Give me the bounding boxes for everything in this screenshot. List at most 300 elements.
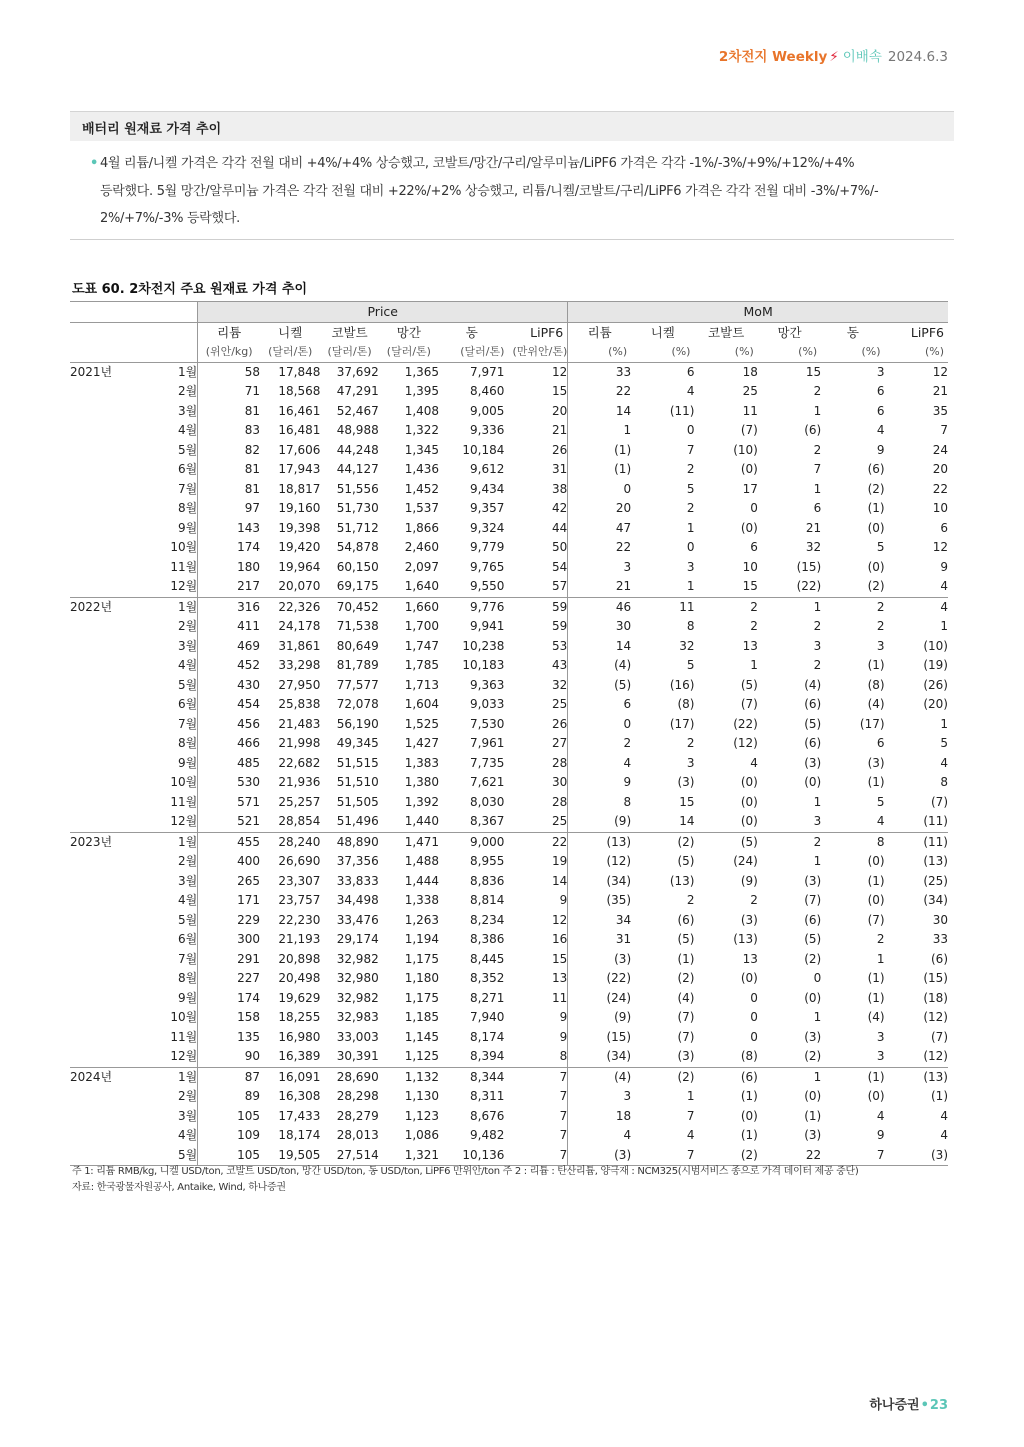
price-cell-lithium: 456	[198, 715, 260, 735]
month-cell: 9월	[177, 990, 198, 1005]
month-cell: 3월	[177, 873, 198, 888]
mom-cell-nickel: (8)	[677, 697, 695, 711]
mom-cell-cobalt: 10	[742, 559, 758, 574]
mom-cell-copper: (8)	[867, 677, 885, 692]
month-cell: 10월	[170, 540, 198, 554]
price-cell-lithium: 455	[198, 832, 260, 852]
price-cell-copper: 7,621	[470, 775, 505, 789]
price-cell-lithium: 485	[198, 754, 260, 774]
year-cell	[70, 441, 142, 461]
table-row	[70, 930, 948, 950]
price-cell-copper: 10,183	[462, 658, 505, 672]
mom-cell-cobalt: (0)	[740, 794, 758, 809]
mom-cell-manganese: 1	[813, 481, 822, 496]
price-cell-lithium: 143	[198, 519, 260, 539]
month-cell: 7월	[177, 481, 198, 496]
price-cell-lithium: 400	[198, 852, 260, 872]
mom-cell-copper: (1)	[867, 775, 885, 789]
price-cell-cobalt: 51,730	[336, 501, 379, 515]
section-header	[70, 111, 954, 141]
price-cell-lithium: 135	[198, 1028, 260, 1048]
year-cell	[70, 695, 142, 715]
figure-title: 도표 60. 2차전지 주요 원재료 가격 추이	[72, 282, 308, 297]
mom-cell-nickel: (4)	[677, 990, 695, 1005]
mom-cell-lipf6: (26)	[923, 677, 948, 692]
mom-cell-cobalt: 13	[742, 951, 758, 966]
mom-cell-nickel: (17)	[669, 716, 695, 731]
price-cell-nickel: 17,606	[278, 442, 321, 457]
table-row	[70, 812, 948, 832]
month-cell: 1월	[177, 364, 198, 379]
price-cell-nickel: 16,980	[278, 1029, 321, 1044]
year-cell	[70, 421, 142, 441]
mom-cell-nickel: 2	[686, 462, 695, 476]
price-cell-cobalt: 60,150	[336, 559, 379, 574]
price-group-header: Price	[198, 302, 568, 323]
price-cell-copper: 9,434	[470, 481, 505, 496]
table-row	[70, 1087, 948, 1107]
mom-cell-cobalt: 2	[694, 597, 757, 617]
price-cell-cobalt: 28,279	[336, 1108, 379, 1123]
price-cell-nickel: 18,255	[278, 1010, 321, 1024]
mom-cell-cobalt: (3)	[740, 912, 758, 927]
mom-cell-lithium: (24)	[568, 989, 631, 1009]
mom-cell-lipf6: 21	[932, 384, 948, 398]
table-row	[70, 676, 948, 696]
price-cell-nickel: 23,307	[278, 873, 321, 888]
price-cell-cobalt: 32,983	[336, 1010, 379, 1024]
mom-cell-lithium: (15)	[568, 1028, 631, 1048]
price-cell-manganese: 1,130	[404, 1089, 440, 1103]
table-row	[70, 989, 948, 1009]
price-cell-lipf6: 19	[551, 854, 568, 868]
table-row	[70, 402, 948, 422]
mom-cell-manganese: (6)	[804, 912, 822, 927]
year-cell	[70, 676, 142, 696]
price-cell-lipf6: 28	[551, 755, 568, 770]
summary-line: 4월 리튬/니켈 가격은 각각 전월 대비 +4%/+4% 상승했고, 코발트/망간/구리/알루미늄/LiPF6 가격은 각각 -1%/-3%/+9%/+12%/+4%	[100, 156, 855, 171]
mom-cell-cobalt: (1)	[740, 1089, 758, 1103]
price-cell-manganese: 1,180	[404, 971, 440, 985]
year-cell	[70, 460, 142, 480]
price-cell-nickel: 18,174	[278, 1128, 321, 1142]
lightning-bolt-icon: ⚡	[829, 49, 839, 65]
price-cell-manganese: 1,604	[404, 697, 440, 711]
price-cell-manganese: 1,321	[379, 1146, 439, 1166]
price-cell-cobalt: 49,345	[336, 736, 379, 750]
mom-cell-nickel: 0	[686, 540, 695, 554]
price-cell-copper: 8,676	[470, 1108, 505, 1123]
price-cell-nickel: 19,505	[260, 1146, 320, 1166]
price-cell-manganese: 1,660	[379, 597, 439, 617]
price-cell-lipf6: 13	[551, 971, 568, 985]
price-cell-manganese: 1,125	[404, 1049, 440, 1063]
unit-label: (%)	[758, 342, 821, 362]
price-cell-manganese: 1,185	[404, 1010, 440, 1024]
month-cell: 4월	[177, 893, 198, 907]
price-cell-copper: 8,836	[470, 873, 505, 888]
unit-label: (달러/톤)	[260, 342, 320, 362]
price-cell-nickel: 27,950	[278, 677, 321, 692]
mom-cell-lithium: 4	[568, 754, 631, 774]
price-cell-nickel: 18,817	[278, 481, 321, 496]
price-cell-cobalt: 29,174	[336, 932, 379, 946]
mom-cell-copper: 8	[821, 832, 884, 852]
price-cell-cobalt: 56,190	[336, 716, 379, 731]
table-row	[70, 519, 948, 539]
price-cell-lithium: 174	[198, 538, 260, 558]
mom-cell-lipf6: 1	[940, 716, 948, 731]
mom-cell-cobalt: 0	[750, 501, 758, 515]
mom-cell-nickel: (7)	[677, 1010, 695, 1024]
price-cell-nickel: 21,193	[278, 932, 321, 946]
mom-cell-manganese: 15	[805, 364, 822, 379]
mom-cell-lipf6: 5	[940, 736, 948, 750]
price-cell-manganese: 1,427	[404, 736, 440, 750]
year-cell	[70, 1087, 142, 1107]
mom-cell-manganese: (3)	[804, 1128, 822, 1142]
mom-cell-nickel: (5)	[677, 854, 695, 868]
year-cell	[70, 1047, 142, 1067]
mom-cell-lithium: 14	[568, 402, 631, 422]
mom-cell-copper: 5	[876, 540, 885, 554]
price-cell-nickel: 25,257	[278, 794, 321, 809]
mom-cell-nickel: (13)	[669, 873, 695, 888]
mom-cell-lipf6: (18)	[923, 990, 948, 1005]
unit-label: (%)	[694, 342, 757, 362]
mom-cell-lipf6: (7)	[931, 1029, 948, 1044]
mom-cell-copper: (7)	[867, 912, 885, 927]
month-cell: 1월	[142, 832, 197, 852]
price-cell-lithium: 81	[198, 480, 260, 500]
price-cell-nickel: 31,861	[278, 638, 321, 653]
price-cell-nickel: 17,848	[278, 364, 321, 379]
table-row	[70, 441, 948, 461]
mom-cell-copper: (3)	[867, 755, 885, 770]
table-row	[70, 1028, 948, 1048]
price-cell-lipf6: 44	[551, 520, 568, 535]
price-cell-manganese: 1,338	[404, 893, 440, 907]
mom-cell-manganese: 21	[805, 520, 822, 535]
month-cell: 11월	[170, 794, 198, 809]
price-cell-nickel: 24,178	[278, 619, 321, 633]
mom-cell-manganese: (5)	[804, 716, 822, 731]
price-cell-lipf6: 8	[559, 1049, 568, 1063]
price-cell-lithium: 109	[198, 1126, 260, 1146]
mom-cell-lipf6: (7)	[931, 794, 948, 809]
mom-cell-lipf6: (3)	[885, 1146, 948, 1166]
col-header-nickel-mom: 니켈	[650, 324, 675, 340]
mom-cell-copper: (0)	[867, 893, 885, 907]
price-cell-cobalt: 69,175	[336, 579, 379, 593]
unit-label: (%)	[568, 342, 631, 362]
price-cell-nickel: 21,483	[278, 716, 321, 731]
mom-cell-nickel: 2	[686, 736, 695, 750]
price-cell-lithium: 530	[198, 773, 260, 793]
price-cell-lithium: 180	[198, 558, 260, 578]
price-cell-copper: 8,174	[470, 1029, 505, 1044]
mom-cell-cobalt: (9)	[740, 873, 758, 888]
mom-cell-lithium: 30	[568, 617, 631, 637]
price-cell-copper: 7,961	[470, 736, 505, 750]
mom-cell-manganese: 2	[813, 658, 822, 672]
price-cell-copper: 8,386	[470, 932, 505, 946]
mom-cell-nickel: 7	[631, 1146, 694, 1166]
mom-cell-nickel: 3	[686, 559, 695, 574]
price-cell-copper: 7,971	[470, 364, 505, 379]
mom-cell-copper: (1)	[867, 501, 885, 515]
month-cell: 2월	[177, 619, 198, 633]
price-cell-lithium: 316	[198, 597, 260, 617]
price-cell-lipf6: 7	[504, 1067, 567, 1087]
table-body	[70, 362, 948, 1166]
mom-cell-copper: (17)	[859, 716, 885, 731]
mom-cell-nickel: 6	[686, 364, 695, 379]
price-cell-cobalt: 33,833	[336, 873, 379, 888]
mom-cell-nickel: 7	[686, 442, 695, 457]
month-cell: 12월	[170, 814, 198, 828]
mom-cell-manganese: (6)	[804, 736, 822, 750]
summary-bullet	[90, 150, 910, 233]
price-cell-manganese: 1,263	[404, 912, 440, 927]
price-cell-lithium: 174	[198, 989, 260, 1009]
mom-cell-lipf6: 4	[940, 1108, 948, 1123]
report-header	[719, 45, 948, 65]
table-row	[70, 754, 948, 774]
mom-cell-lithium: (4)	[568, 1067, 631, 1087]
mom-cell-lithium: (4)	[568, 656, 631, 676]
price-cell-manganese: 1,145	[404, 1029, 440, 1044]
price-cell-lipf6: 15	[551, 951, 568, 966]
mom-cell-lithium: 47	[568, 519, 631, 539]
price-cell-lipf6: 38	[551, 481, 568, 496]
price-cell-manganese: 1,440	[404, 814, 440, 828]
year-cell	[70, 1107, 142, 1127]
mom-cell-nickel: 1	[686, 1089, 695, 1103]
mom-cell-lipf6: 6	[940, 520, 948, 535]
unit-label: (만위안/톤)	[504, 342, 567, 362]
price-cell-cobalt: 44,127	[336, 462, 379, 476]
price-cell-lipf6: 42	[551, 501, 568, 515]
price-cell-lipf6: 32	[551, 677, 568, 692]
price-cell-lithium: 89	[198, 1087, 260, 1107]
price-cell-manganese: 1,322	[404, 423, 440, 437]
price-cell-manganese: 1,383	[404, 755, 440, 770]
price-cell-nickel: 22,326	[260, 597, 320, 617]
price-cell-manganese: 1,471	[379, 832, 439, 852]
price-cell-cobalt: 37,692	[336, 364, 379, 379]
price-cell-lipf6: 26	[551, 442, 568, 457]
mom-cell-copper: 6	[876, 736, 885, 750]
price-cell-copper: 9,324	[470, 520, 505, 535]
price-cell-nickel: 19,398	[278, 520, 321, 535]
mom-cell-nickel: (5)	[677, 932, 695, 946]
column-name-row	[70, 322, 948, 342]
price-cell-lipf6: 26	[551, 716, 568, 731]
mom-cell-lipf6: 35	[932, 403, 948, 418]
mom-cell-lipf6: 4	[940, 579, 948, 593]
price-cell-copper: 9,482	[470, 1128, 505, 1142]
price-cell-copper: 9,776	[439, 597, 504, 617]
unit-label: (달러/톤)	[439, 342, 504, 362]
price-cell-copper: 10,136	[439, 1146, 504, 1166]
year-cell	[70, 911, 142, 931]
price-cell-lithium: 521	[198, 812, 260, 832]
month-cell: 6월	[177, 462, 198, 476]
mom-cell-lipf6: 22	[932, 481, 948, 496]
mom-cell-manganese: 1	[758, 597, 821, 617]
mom-cell-copper: (2)	[867, 481, 885, 496]
mom-cell-copper: 1	[876, 951, 885, 966]
year-cell	[70, 715, 142, 735]
year-cell: 2022년	[70, 597, 142, 617]
mom-cell-cobalt: (0)	[740, 775, 758, 789]
summary-line: 등락했다. 5월 망간/알루미늄 가격은 각각 전월 대비 +22%/+2% 상승했고, 리튬/니켈/코발트/구리/LiPF6 가격은 각각 전월 대비 -3%/+7%/-	[100, 183, 879, 199]
mom-cell-nickel: (11)	[669, 403, 695, 418]
price-cell-cobalt: 80,649	[336, 638, 379, 653]
report-date: 2024.6.3	[887, 49, 948, 65]
price-cell-cobalt: 51,510	[336, 775, 379, 789]
mom-cell-cobalt: (1)	[740, 1128, 758, 1142]
mom-cell-lithium: 21	[568, 577, 631, 597]
price-cell-lipf6: 50	[551, 540, 568, 554]
price-cell-lithium: 469	[198, 637, 260, 657]
price-cell-cobalt: 32,980	[336, 971, 379, 985]
price-cell-manganese: 2,097	[404, 559, 440, 574]
table-row	[70, 421, 948, 441]
mom-cell-copper: 3	[876, 1029, 885, 1044]
price-cell-cobalt: 27,514	[320, 1146, 378, 1166]
price-cell-lithium: 300	[198, 930, 260, 950]
table-row	[70, 637, 948, 657]
year-cell	[70, 812, 142, 832]
price-cell-lithium: 217	[198, 577, 260, 597]
price-cell-lithium: 105	[198, 1107, 260, 1127]
price-cell-nickel: 33,298	[278, 658, 321, 672]
table-row	[70, 1107, 948, 1127]
year-cell	[70, 793, 142, 813]
mom-cell-lipf6: (6)	[931, 951, 948, 966]
price-cell-lithium: 171	[198, 891, 260, 911]
month-cell: 2월	[177, 854, 198, 868]
note-text: 주 1: 리튬 RMB/kg, 니켈 USD/ton, 코발트 USD/ton, 망간 USD/ton, 동 USD/ton, LiPF6 만위안/ton 주 2 : 리튬 : 탄산리튬, 양극재 : NCM325(시범서비스 종으로 가격 데이터 제공 중단)	[72, 1166, 859, 1177]
mom-cell-lithium: (3)	[568, 1146, 631, 1166]
price-cell-manganese: 1,488	[404, 854, 440, 868]
mom-cell-cobalt: 18	[742, 364, 758, 379]
price-cell-lipf6: 16	[551, 932, 568, 946]
col-header-lithium-mom: 리튬	[568, 322, 631, 342]
price-cell-cobalt: 33,003	[336, 1029, 379, 1044]
mom-cell-lipf6: 12	[932, 364, 948, 379]
price-cell-manganese: 1,194	[404, 932, 440, 946]
price-cell-nickel: 16,308	[278, 1089, 321, 1103]
year-cell	[70, 577, 142, 597]
price-cell-cobalt: 32,982	[336, 990, 379, 1005]
mom-cell-manganese: (15)	[796, 559, 822, 574]
price-cell-lithium: 158	[198, 1008, 260, 1028]
year-cell	[70, 519, 142, 539]
price-cell-cobalt: 51,505	[336, 794, 379, 809]
price-cell-nickel: 19,160	[278, 501, 321, 515]
price-cell-lithium: 430	[198, 676, 260, 696]
price-cell-copper: 8,352	[470, 971, 505, 985]
mom-cell-copper: 6	[876, 384, 885, 398]
summary-line: 2%/+7%/-3% 등락했다.	[100, 211, 240, 226]
mom-cell-nickel: 0	[686, 423, 695, 437]
price-cell-copper: 9,357	[470, 501, 505, 515]
year-cell	[70, 1126, 142, 1146]
price-cell-nickel: 23,757	[278, 893, 321, 907]
unit-label: (%)	[631, 342, 694, 362]
table-row	[70, 656, 948, 676]
mom-cell-copper: 5	[876, 794, 885, 809]
footer-dot-icon: •	[920, 1398, 929, 1413]
price-cell-copper: 9,033	[470, 697, 505, 711]
price-cell-manganese: 1,537	[404, 501, 440, 515]
mom-cell-copper: 7	[821, 1146, 884, 1166]
table-row	[70, 832, 948, 852]
mom-cell-lithium: (5)	[568, 676, 631, 696]
price-cell-lipf6: 9	[559, 1029, 568, 1044]
mom-cell-manganese: 2	[813, 384, 822, 398]
year-cell	[70, 480, 142, 500]
report-series-title: 2차전지 Weekly	[718, 49, 828, 65]
mom-cell-cobalt: 0	[750, 1010, 758, 1024]
mom-cell-lithium: 33	[568, 362, 631, 382]
mom-cell-cobalt: 0	[750, 1029, 758, 1044]
month-cell: 8월	[177, 736, 198, 750]
mom-cell-manganese: (1)	[804, 1108, 822, 1123]
table-row	[70, 538, 948, 558]
mom-cell-lithium: 46	[568, 597, 631, 617]
mom-cell-nickel: 8	[686, 619, 695, 633]
mom-cell-copper: 6	[876, 403, 885, 418]
mom-cell-copper: (1)	[867, 658, 885, 672]
mom-cell-lithium: (1)	[568, 441, 631, 461]
mom-cell-copper: 4	[876, 423, 885, 437]
price-cell-copper: 9,550	[470, 579, 505, 593]
mom-cell-nickel: 5	[686, 481, 695, 496]
month-cell: 12월	[170, 579, 198, 593]
price-cell-cobalt: 72,078	[336, 697, 379, 711]
price-cell-copper: 8,394	[470, 1049, 505, 1063]
month-cell: 1월	[142, 597, 197, 617]
price-cell-lipf6: 12	[551, 912, 568, 927]
group-header-row	[70, 302, 948, 323]
price-cell-manganese: 1,436	[404, 462, 440, 476]
month-cell: 10월	[170, 775, 198, 789]
mom-cell-lithium: 20	[568, 499, 631, 519]
mom-cell-copper: (1)	[867, 873, 885, 888]
mom-cell-cobalt: (7)	[740, 697, 758, 711]
price-cell-copper: 7,530	[470, 716, 505, 731]
table-row	[70, 1126, 948, 1146]
mom-cell-nickel: (16)	[669, 677, 695, 692]
year-cell	[70, 637, 142, 657]
month-cell: 4월	[177, 658, 198, 672]
mom-cell-cobalt: 25	[742, 384, 758, 398]
price-cell-lipf6: 7	[559, 1128, 568, 1142]
price-cell-nickel: 20,498	[278, 971, 321, 985]
mom-cell-lithium: (13)	[568, 832, 631, 852]
mom-cell-copper: 4	[876, 814, 885, 828]
month-cell: 5월	[177, 677, 198, 692]
mom-cell-lipf6: 8	[940, 775, 948, 789]
price-cell-lipf6: 59	[504, 597, 567, 617]
mom-cell-nickel: (1)	[677, 951, 695, 966]
mom-cell-copper: (0)	[867, 520, 885, 535]
mom-cell-manganese: (6)	[804, 697, 822, 711]
